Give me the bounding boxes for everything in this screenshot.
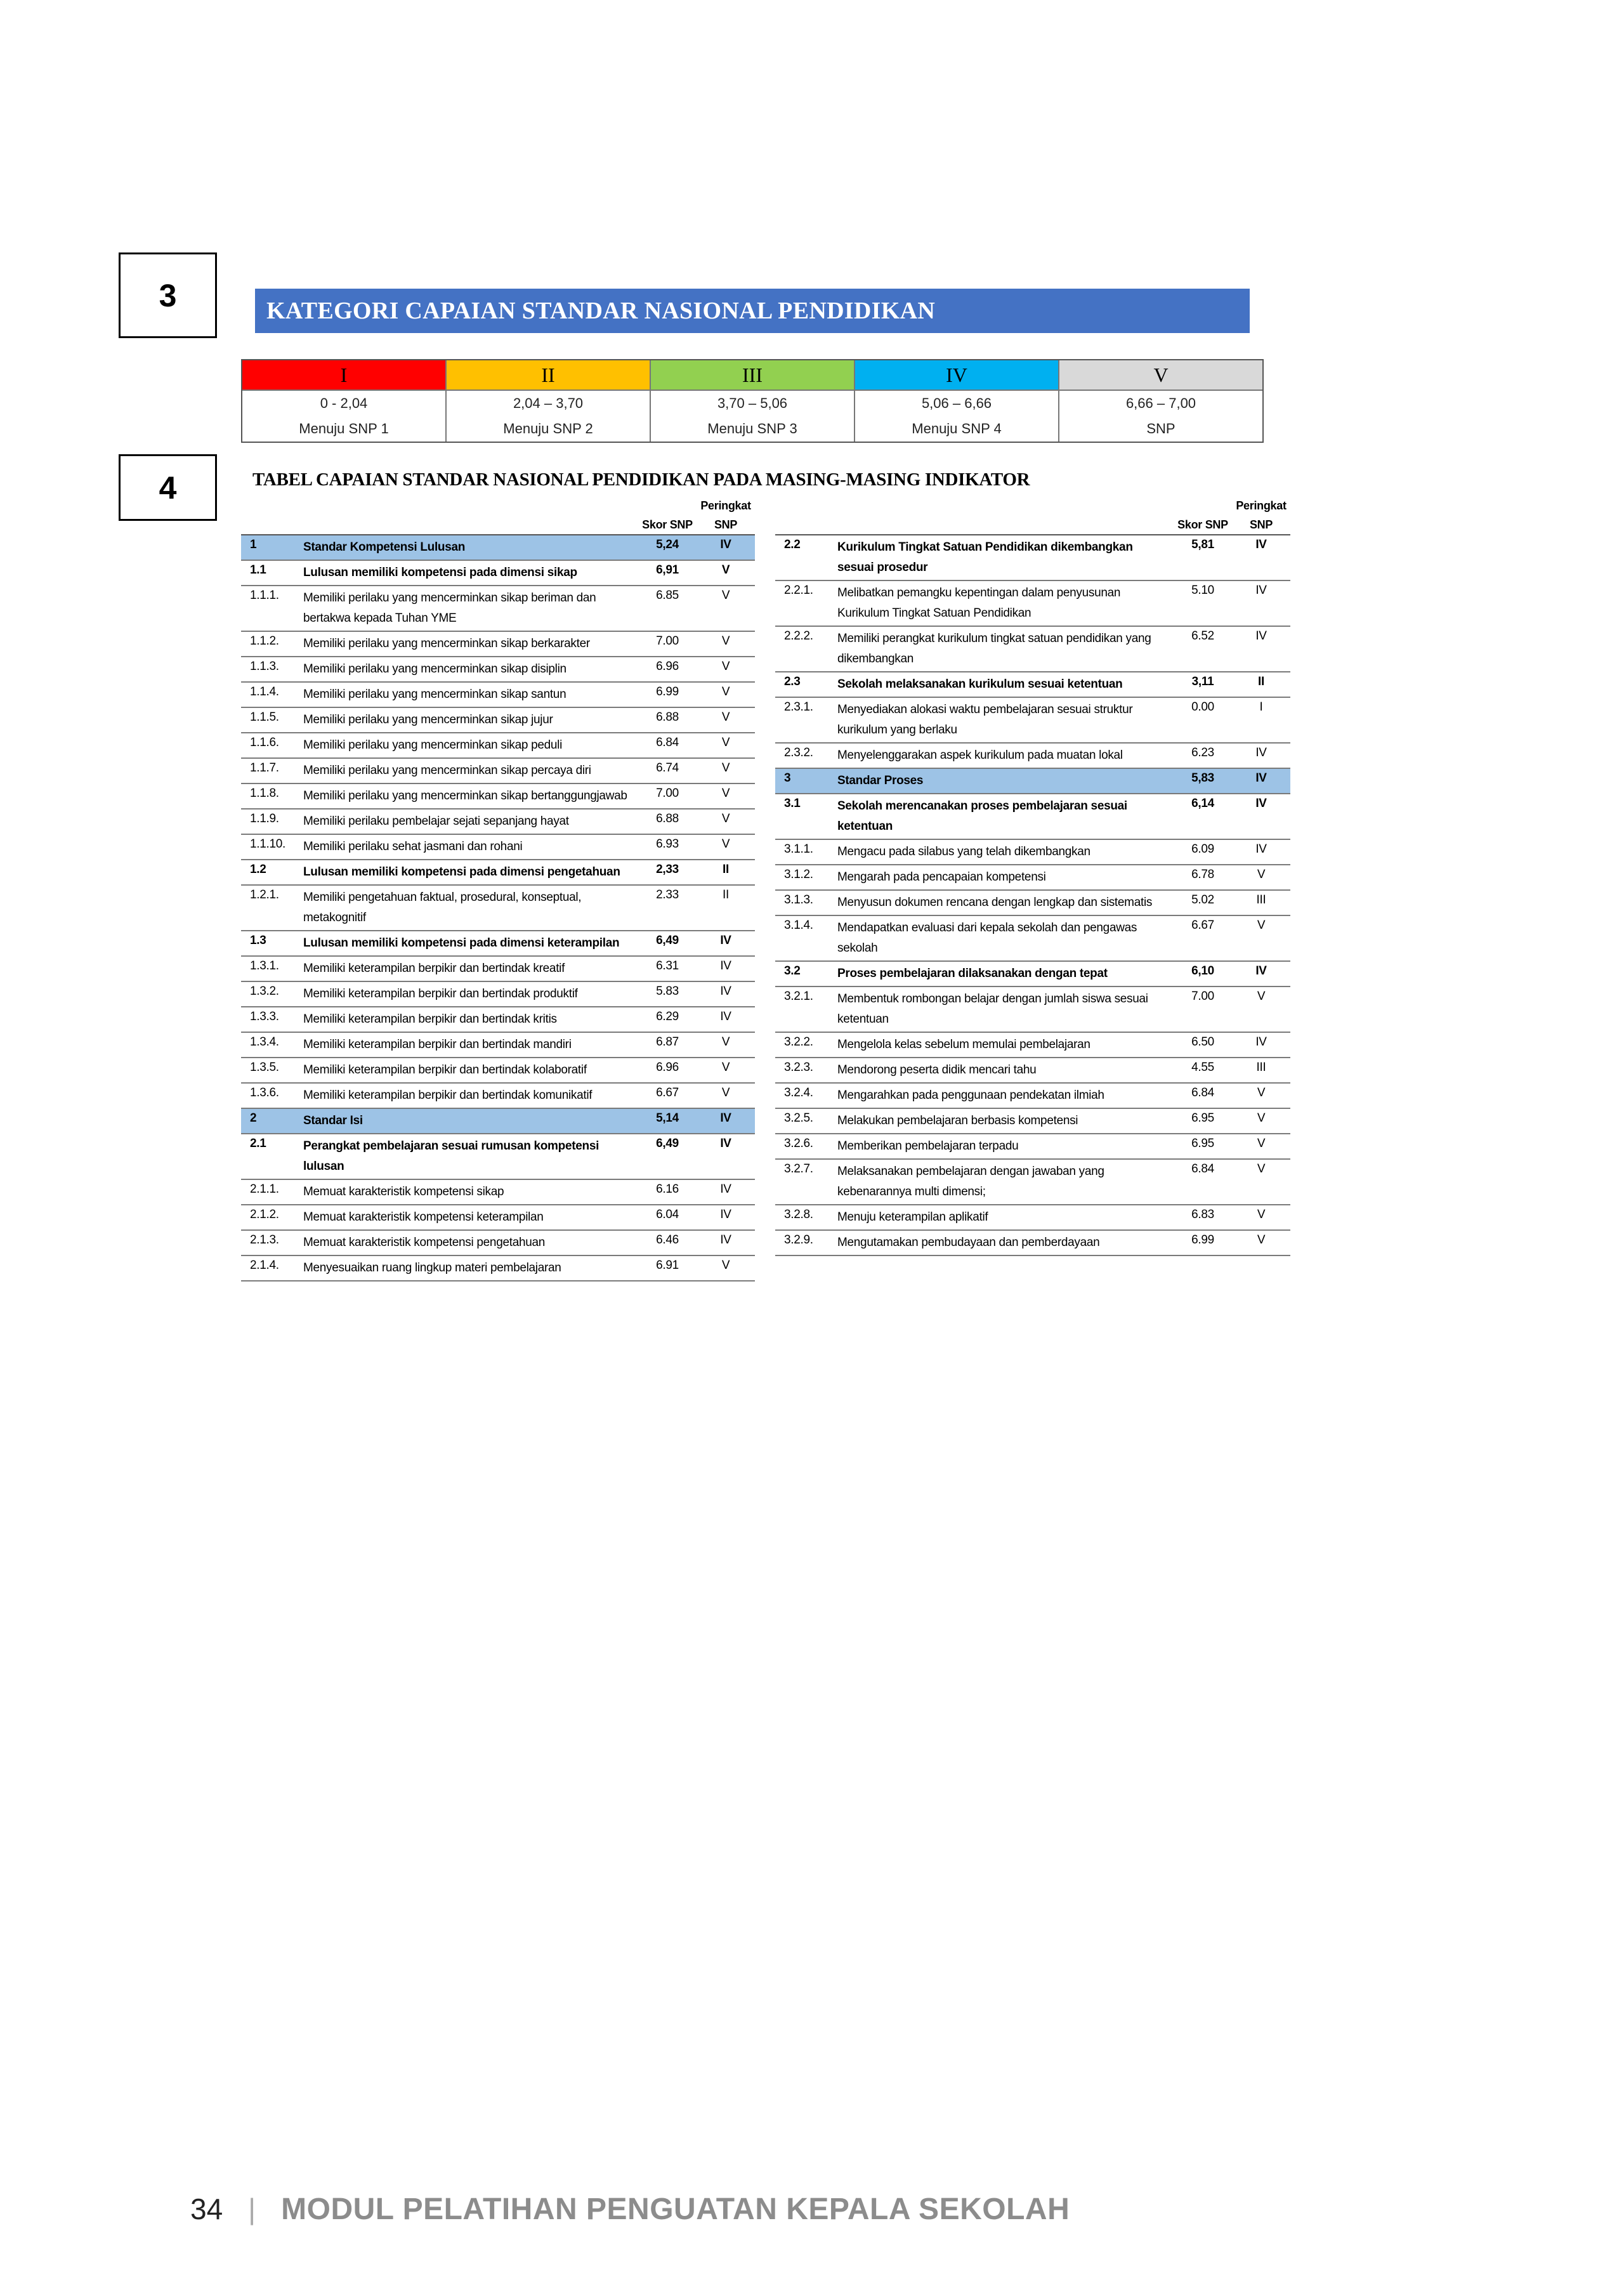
legend-label: Menuju SNP 1 [299,421,389,436]
row-skor: 6.04 [656,1208,679,1221]
row-description: Menuju keterampilan aplikatif [837,1210,988,1224]
row-number: 2.3.1. [784,700,813,714]
row-number: 1 [250,538,257,551]
row-skor: 2,33 [656,863,679,876]
legend-label: Menuju SNP 4 [912,421,1002,436]
row-description: Memiliki keterampilan berpikir dan bertindak produktif [303,987,578,1000]
table-row [775,987,1290,1033]
row-description: Memuat karakteristik kompetensi pengetahuan [303,1236,546,1249]
row-peringkat: IV [1255,584,1267,597]
header-peringkat: Peringkat SNP [700,499,751,531]
row-peringkat: II [723,863,729,876]
row-peringkat: IV [1255,964,1267,978]
table-row [241,708,755,733]
indicator-table-left [241,495,755,1281]
row-skor: 7.00 [656,787,679,800]
row-number: 1.1.4. [250,685,279,698]
row-skor: 6.87 [656,1035,679,1049]
row-peringkat: V [721,711,730,724]
table-row [241,835,755,860]
row-number: 1.1.6. [250,736,279,749]
row-peringkat: V [721,589,730,602]
row-description: Memiliki keterampilan berpikir dan bertindak mandiri [303,1038,572,1051]
row-peringkat: V [721,787,730,800]
row-peringkat: V [721,1086,730,1099]
table-row [241,1256,755,1281]
row-description: Sekolah melaksanakan kurikulum sesuai ketentuan [837,678,1123,691]
row-peringkat: V [1257,919,1266,932]
page-footer [190,2190,1070,2228]
row-peringkat: I [1259,700,1263,714]
legend-range: 0 - 2,04 [320,395,368,411]
row-skor: 6.16 [656,1183,679,1196]
table-row [241,982,755,1007]
row-skor: 6.78 [1191,868,1214,881]
row-number: 1.2.1. [250,888,279,901]
row-skor: 6.52 [1191,629,1214,643]
row-number: 1.3 [250,934,266,947]
row-description: Memiliki perilaku yang mencerminkan sikap disiplin [303,662,566,676]
indicator-table-right [775,495,1290,1256]
row-description: Menyusun dokumen rencana dengan lengkap dan sistematis [837,896,1153,909]
row-peringkat: IV [720,1183,731,1196]
row-peringkat: V [721,634,730,648]
row-peringkat: IV [720,1010,731,1023]
row-number: 3.1.2. [784,868,813,881]
table-row [241,632,755,657]
row-description: Memiliki perilaku yang mencerminkan sikap percaya diri [303,764,591,777]
row-peringkat: IV [720,1111,731,1125]
row-description: Menyelenggarakan aspek kurikulum pada muatan lokal [837,749,1123,762]
row-description: Standar Kompetensi Lulusan [303,541,466,554]
row-skor: 4.55 [1191,1061,1214,1074]
table-row [241,733,755,759]
legend-range: 6,66 – 7,00 [1125,395,1196,411]
row-number: 3.2 [784,964,801,978]
row-skor: 6.09 [1191,842,1214,856]
row-skor: 5.10 [1191,584,1214,597]
row-description: Mengelola kelas sebelum memulai pembelajaran [837,1038,1090,1051]
table-row [241,683,755,708]
row-peringkat: IV [1255,746,1267,759]
row-number: 2.2 [784,538,801,551]
row-skor: 6,10 [1191,964,1214,978]
table-row [775,794,1290,840]
row-description: Memiliki perilaku pembelajar sejati sepanjang hayat [303,815,569,828]
row-skor: 5.02 [1191,893,1214,907]
row-description: Memiliki perilaku yang mencerminkan sikap berkarakter [303,637,590,650]
row-description: Memiliki pengetahuan faktual, prosedural, konseptual, metakognitif [303,891,582,924]
row-peringkat: V [721,1259,730,1272]
row-skor: 7.00 [1191,990,1214,1003]
table-row [241,809,755,835]
row-number: 3.1 [784,797,801,810]
row-number: 1.3.1. [250,959,279,973]
row-peringkat: V [721,563,730,577]
row-peringkat: IV [1255,1035,1267,1049]
row-number: 3.1.4. [784,919,813,932]
row-description: Lulusan memiliki kompetensi pada dimensi keterampilan [303,936,620,950]
row-description: Memiliki perilaku sehat jasmani dan rohani [303,840,523,853]
row-number: 3.2.2. [784,1035,813,1049]
legend-level: II [447,360,650,391]
row-peringkat: V [1257,1162,1266,1176]
row-number: 1.1.7. [250,761,279,775]
row-description: Memiliki perilaku yang mencerminkan sikap beriman dan bertakwa kepada Tuhan YME [303,591,596,625]
row-skor: 6.84 [656,736,679,749]
row-description: Lulusan memiliki kompetensi pada dimensi pengetahuan [303,865,620,879]
row-skor: 6.50 [1191,1035,1214,1049]
header-peringkat: Peringkat SNP [1236,499,1287,531]
row-skor: 5,81 [1191,538,1214,551]
row-peringkat: V [1257,868,1266,881]
row-description: Membentuk rombongan belajar dengan jumlah siswa sesuai ketentuan [837,992,1148,1026]
row-skor: 6,91 [656,563,679,577]
row-description: Sekolah merencanakan proses pembelajaran sesuai ketentuan [837,799,1127,833]
legend-category [242,360,447,442]
row-peringkat: IV [720,538,731,551]
row-peringkat: V [721,812,730,825]
row-skor: 6.88 [656,711,679,724]
row-description: Kurikulum Tingkat Satuan Pendidikan dikembangkan sesuai prosedur [837,541,1133,574]
row-peringkat: III [1256,893,1266,907]
row-description: Memuat karakteristik kompetensi keterampilan [303,1210,544,1224]
legend-category [447,360,651,442]
row-number: 3.2.6. [784,1137,813,1150]
row-number: 3.2.9. [784,1233,813,1247]
table-row [775,744,1290,769]
row-skor: 6.67 [1191,919,1214,932]
row-peringkat: IV [720,934,731,947]
row-peringkat: V [721,1061,730,1074]
row-peringkat: IV [1255,629,1267,643]
table-row [775,1084,1290,1109]
row-number: 3.2.8. [784,1208,813,1221]
legend-level: IV [855,360,1058,391]
row-skor: 6.96 [656,1061,679,1074]
row-skor: 6,49 [656,934,679,947]
row-peringkat: III [1256,1061,1266,1074]
row-skor: 5.83 [656,985,679,998]
row-number: 2.1.1. [250,1183,279,1196]
table-row [241,1007,755,1033]
legend-category [1059,360,1262,442]
table-row [775,962,1290,987]
row-description: Memiliki keterampilan berpikir dan bertindak kolaboratif [303,1063,587,1077]
table-row [241,759,755,784]
row-peringkat: V [1257,990,1266,1003]
table-row [775,627,1290,672]
row-description: Mengutamakan pembudayaan dan pemberdayaan [837,1236,1100,1249]
row-skor: 6.99 [1191,1233,1214,1247]
section-number-3: 3 [119,252,217,338]
row-number: 2.3.2. [784,746,813,759]
row-number: 1.3.5. [250,1061,279,1074]
row-peringkat: IV [720,959,731,973]
row-number: 2 [250,1111,257,1125]
table-row [775,1033,1290,1058]
row-number: 1.3.4. [250,1035,279,1049]
legend-level: V [1059,360,1262,391]
row-number: 1.3.3. [250,1010,279,1023]
legend-category [651,360,855,442]
row-number: 3.2.3. [784,1061,813,1074]
table-row [241,657,755,683]
row-number: 2.1 [250,1137,266,1150]
row-skor: 6.84 [1191,1086,1214,1099]
row-peringkat: IV [720,1137,731,1150]
legend-range: 3,70 – 5,06 [717,395,788,411]
row-description: Memiliki keterampilan berpikir dan bertindak kritis [303,1013,557,1026]
row-skor: 5,83 [1191,771,1214,785]
row-peringkat: IV [1255,771,1267,785]
row-description: Melakukan pembelajaran berbasis kompetensi [837,1114,1078,1127]
row-skor: 6.31 [656,959,679,973]
footer-separator: | [248,2192,256,2225]
table-row [775,1058,1290,1084]
table-row [775,1231,1290,1256]
legend-label: Menuju SNP 2 [503,421,593,436]
row-skor: 0.00 [1191,700,1214,714]
row-peringkat: V [721,736,730,749]
row-skor: 6.91 [656,1259,679,1272]
row-number: 2.2.2. [784,629,813,643]
row-peringkat: V [1257,1111,1266,1125]
row-skor: 6.85 [656,589,679,602]
row-skor: 7.00 [656,634,679,648]
table-row [241,1231,755,1256]
table-row [775,1109,1290,1134]
row-skor: 6.23 [1191,746,1214,759]
row-number: 1.2 [250,863,266,876]
row-number: 1.1.8. [250,787,279,800]
row-peringkat: IV [720,1208,731,1221]
table-row [241,1180,755,1205]
row-description: Lulusan memiliki kompetensi pada dimensi sikap [303,566,577,579]
table-row [775,1205,1290,1231]
row-description: Mendapatkan evaluasi dari kepala sekolah dan pengawas sekolah [837,921,1137,955]
row-peringkat: IV [1255,797,1267,810]
row-skor: 6.74 [656,761,679,775]
row-description: Memiliki perilaku yang mencerminkan sikap bertanggungjawab [303,789,627,803]
row-number: 2.1.2. [250,1208,279,1221]
row-number: 3.2.5. [784,1111,813,1125]
table-row [241,784,755,809]
row-skor: 6.96 [656,660,679,673]
legend-range: 5,06 – 6,66 [921,395,992,411]
row-number: 3.1.3. [784,893,813,907]
table-row [241,535,755,561]
table-row [775,891,1290,916]
row-number: 3.2.1. [784,990,813,1003]
row-number: 3.1.1. [784,842,813,856]
row-description: Menyesuaikan ruang lingkup materi pembelajaran [303,1261,561,1275]
row-number: 1.1.9. [250,812,279,825]
row-peringkat: V [721,837,730,851]
legend-level: I [242,360,445,391]
table-row [775,916,1290,962]
section-number-4: 4 [119,454,217,521]
row-peringkat: V [1257,1086,1266,1099]
row-description: Mendorong peserta didik mencari tahu [837,1063,1037,1077]
row-description: Mengarah pada pencapaian kompetensi [837,870,1046,884]
row-peringkat: IV [1255,538,1267,551]
table-header [241,495,755,535]
row-skor: 6.93 [656,837,679,851]
footer-title: MODUL PELATIHAN PENGUATAN KEPALA SEKOLAH [281,2192,1070,2226]
row-skor: 6.46 [656,1233,679,1247]
row-number: 3.2.7. [784,1162,813,1176]
row-number: 2.3 [784,675,801,688]
table-row [241,957,755,982]
row-description: Melibatkan pemangku kepentingan dalam penyusunan Kurikulum Tingkat Satuan Pendidikan [837,586,1121,620]
header-skor: Skor SNP [642,518,693,531]
row-number: 1.3.2. [250,985,279,998]
row-number: 3.2.4. [784,1086,813,1099]
table-header [775,495,1290,535]
table-row [241,1033,755,1058]
row-number: 1.1.3. [250,660,279,673]
row-description: Standar Isi [303,1114,363,1127]
row-number: 2.2.1. [784,584,813,597]
table-row [241,1109,755,1134]
row-number: 1.3.6. [250,1086,279,1099]
table-row [241,1084,755,1109]
row-skor: 5,24 [656,538,679,551]
row-number: 3 [784,771,791,785]
page-number: 34 [190,2192,223,2225]
row-description: Melaksanakan pembelajaran dengan jawaban yang kebenarannya multi dimensi; [837,1165,1104,1198]
table-row [241,886,755,931]
table-row [775,865,1290,891]
kategori-legend-table [241,359,1264,443]
row-skor: 6.29 [656,1010,679,1023]
row-description: Memiliki perilaku yang mencerminkan sikap jujur [303,713,553,726]
legend-label: SNP [1146,421,1175,436]
row-skor: 2.33 [656,888,679,901]
row-number: 1.1 [250,563,266,577]
table-row [241,1134,755,1180]
header-skor: Skor SNP [1177,518,1228,531]
table-row [775,769,1290,794]
table-row [241,931,755,957]
row-peringkat: V [1257,1233,1266,1247]
table-row [775,840,1290,865]
row-peringkat: II [1258,675,1264,688]
row-peringkat: IV [1255,842,1267,856]
row-number: 1.1.1. [250,589,279,602]
row-skor: 6.84 [1191,1162,1214,1176]
row-description: Proses pembelajaran dilaksanakan dengan tepat [837,967,1108,980]
row-description: Memiliki perilaku yang mencerminkan sikap peduli [303,738,563,752]
row-description: Perangkat pembelajaran sesuai rumusan kompetensi lulusan [303,1139,599,1173]
row-skor: 6.99 [656,685,679,698]
row-peringkat: IV [720,1233,731,1247]
table-title: TABEL CAPAIAN STANDAR NASIONAL PENDIDIKAN PADA MASING-MASING INDIKATOR [252,469,1030,490]
row-skor: 5,14 [656,1111,679,1125]
row-description: Memiliki perangkat kurikulum tingkat satuan pendidikan yang dikembangkan [837,632,1151,665]
row-skor: 6,14 [1191,797,1214,810]
table-row [241,1205,755,1231]
row-description: Mengarahkan pada penggunaan pendekatan ilmiah [837,1089,1104,1102]
row-skor: 6.95 [1191,1111,1214,1125]
row-skor: 3,11 [1191,675,1214,688]
table-row [241,586,755,632]
table-row [775,581,1290,627]
table-row [775,1160,1290,1205]
row-skor: 6,49 [656,1137,679,1150]
table-row [775,1134,1290,1160]
row-peringkat: V [721,1035,730,1049]
table-row [241,1058,755,1084]
row-description: Memiliki keterampilan berpikir dan bertindak kreatif [303,962,565,975]
table-row [241,860,755,886]
row-description: Memberikan pembelajaran terpadu [837,1139,1019,1153]
row-description: Memiliki keterampilan berpikir dan bertindak komunikatif [303,1089,593,1102]
row-skor: 6.88 [656,812,679,825]
table-row [775,672,1290,698]
kategori-title-banner: KATEGORI CAPAIAN STANDAR NASIONAL PENDIDIKAN [255,289,1250,333]
row-peringkat: V [721,660,730,673]
row-description: Menyediakan alokasi waktu pembelajaran sesuai struktur kurikulum yang berlaku [837,703,1133,737]
table-row [775,535,1290,581]
row-description: Standar Proses [837,774,924,787]
legend-label: Menuju SNP 3 [707,421,797,436]
row-peringkat: V [721,685,730,698]
row-description: Memuat karakteristik kompetensi sikap [303,1185,504,1198]
row-peringkat: V [721,761,730,775]
table-row [775,698,1290,744]
legend-category [855,360,1059,442]
row-number: 2.1.3. [250,1233,279,1247]
row-skor: 6.67 [656,1086,679,1099]
legend-level: III [651,360,854,391]
row-skor: 6.83 [1191,1208,1214,1221]
row-skor: 6.95 [1191,1137,1214,1150]
row-description: Mengacu pada silabus yang telah dikembangkan [837,845,1090,858]
row-peringkat: V [1257,1208,1266,1221]
row-peringkat: IV [720,985,731,998]
row-number: 1.1.2. [250,634,279,648]
row-number: 1.1.10. [250,837,286,851]
row-number: 2.1.4. [250,1259,279,1272]
row-peringkat: II [723,888,729,901]
legend-range: 2,04 – 3,70 [513,395,584,411]
table-row [241,561,755,586]
row-description: Memiliki perilaku yang mencerminkan sikap santun [303,688,566,701]
row-number: 1.1.5. [250,711,279,724]
row-peringkat: V [1257,1137,1266,1150]
